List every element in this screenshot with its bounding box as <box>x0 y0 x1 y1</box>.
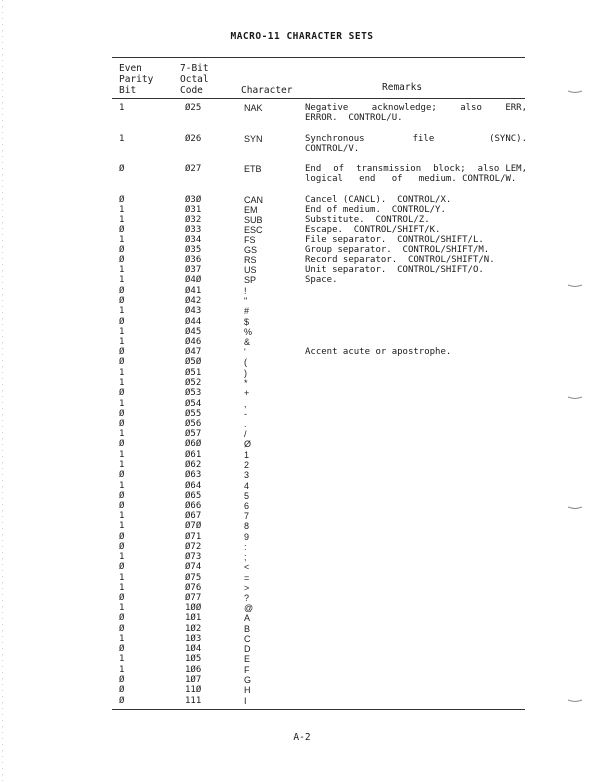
octal-code-cell: 1Ø4 <box>185 644 202 654</box>
parity-bit-cell: 1 <box>119 205 125 215</box>
parity-bit-cell: Ø <box>119 644 125 654</box>
octal-code-cell: Ø36 <box>185 255 202 265</box>
octal-code-cell: Ø52 <box>185 378 202 388</box>
remarks-cell: Group separator. CONTROL/SHIFT/M. <box>305 245 490 255</box>
margin-mark <box>568 90 582 92</box>
parity-bit-cell: Ø <box>119 347 125 357</box>
character-cell: ) <box>244 368 247 378</box>
character-cell: 5 <box>244 491 250 501</box>
character-cell: ESC <box>244 225 263 235</box>
parity-bit-cell: 1 <box>119 337 125 347</box>
parity-bit-cell: Ø <box>119 439 125 449</box>
parity-bit-cell: 1 <box>119 573 125 583</box>
parity-bit-cell: Ø <box>119 470 125 480</box>
parity-bit-cell: 1 <box>119 583 125 593</box>
character-cell: 8 <box>244 521 250 531</box>
remarks-cell: Record separator. CONTROL/SHIFT/N. <box>305 255 495 265</box>
character-cell: 4 <box>244 481 250 491</box>
parity-bit-cell: 1 <box>119 552 125 562</box>
octal-code-cell: Ø72 <box>185 542 202 552</box>
header-text: Bit <box>119 85 137 96</box>
octal-code-cell: Ø71 <box>185 532 202 542</box>
octal-code-cell: Ø26 <box>185 134 202 144</box>
remarks-cell: End of medium. CONTROL/Y. <box>305 205 446 215</box>
parity-bit-cell: 1 <box>119 235 125 245</box>
octal-code-cell: Ø7Ø <box>185 521 202 531</box>
parity-bit-cell: 1 <box>119 103 125 113</box>
octal-code-cell: Ø42 <box>185 296 202 306</box>
octal-code-cell: Ø51 <box>185 368 202 378</box>
character-cell: / <box>244 429 247 439</box>
character-cell: B <box>244 624 251 634</box>
character-cell: > <box>244 583 250 593</box>
remarks-cell: Cancel (CANCL). CONTROL/X. <box>305 195 452 205</box>
parity-bit-cell: Ø <box>119 532 125 542</box>
octal-code-cell: Ø43 <box>185 306 202 316</box>
header-text: Octal <box>180 74 209 85</box>
remarks-cell: Negative acknowledge; also ERR, ERROR. CONTROL/U. <box>305 103 533 123</box>
character-cell: * <box>244 378 248 388</box>
character-cell: # <box>244 306 250 316</box>
character-cell: 1 <box>244 450 250 460</box>
character-cell: SP <box>244 275 257 285</box>
octal-code-cell: Ø6Ø <box>185 439 202 449</box>
octal-code-cell: Ø32 <box>185 215 202 225</box>
character-cell: EM <box>244 205 258 215</box>
octal-code-cell: Ø45 <box>185 327 202 337</box>
character-cell: : <box>244 542 247 552</box>
header-text: Remarks <box>382 82 423 93</box>
margin-mark <box>568 699 582 701</box>
octal-code-cell: 1Ø7 <box>185 675 202 685</box>
octal-code-cell: Ø3Ø <box>185 195 202 205</box>
character-cell: SUB <box>244 215 263 225</box>
parity-bit-cell: 1 <box>119 654 125 664</box>
octal-code-cell: Ø56 <box>185 419 202 429</box>
character-cell: F <box>244 665 250 675</box>
octal-code-cell: Ø5Ø <box>185 357 202 367</box>
character-cell: A <box>244 613 251 623</box>
character-cell: ( <box>244 357 247 367</box>
octal-code-cell: 11Ø <box>185 685 202 695</box>
octal-code-cell: Ø31 <box>185 205 202 215</box>
parity-bit-cell: Ø <box>119 225 125 235</box>
octal-code-cell: 1Ø5 <box>185 654 202 664</box>
page-title: MACRO-11 CHARACTER SETS <box>230 31 374 42</box>
parity-bit-cell: 1 <box>119 481 125 491</box>
octal-code-cell: 1Ø2 <box>185 624 202 634</box>
octal-code-cell: 111 <box>185 696 202 706</box>
parity-bit-cell: 1 <box>119 460 125 470</box>
octal-code-cell: Ø54 <box>185 399 202 409</box>
octal-code-cell: 1Ø3 <box>185 634 202 644</box>
octal-code-cell: Ø63 <box>185 470 202 480</box>
character-cell: 2 <box>244 460 250 470</box>
octal-code-cell: Ø25 <box>185 103 202 113</box>
header-text: Code <box>180 85 203 96</box>
parity-bit-cell: Ø <box>119 696 125 706</box>
character-cell: - <box>244 409 247 419</box>
character-cell: 6 <box>244 501 250 511</box>
character-cell: 3 <box>244 470 250 480</box>
character-cell: % <box>244 327 253 337</box>
octal-code-cell: Ø41 <box>185 286 202 296</box>
octal-code-cell: Ø67 <box>185 511 202 521</box>
character-cell: ! <box>244 286 247 296</box>
parity-bit-cell: 1 <box>119 634 125 644</box>
parity-bit-cell: Ø <box>119 286 125 296</box>
character-cell: H <box>244 685 251 695</box>
remarks-cell: Synchronous file (SYNC). CONTROL/V. <box>305 134 533 154</box>
character-cell: $ <box>244 317 250 327</box>
header-text: Parity <box>119 74 154 85</box>
character-cell: GS <box>244 245 258 255</box>
parity-bit-cell: 1 <box>119 134 125 144</box>
octal-code-cell: Ø73 <box>185 552 202 562</box>
octal-code-cell: Ø77 <box>185 593 202 603</box>
table-bottom-rule <box>112 709 525 710</box>
margin-mark <box>568 506 582 508</box>
margin-mark <box>568 284 582 286</box>
character-cell: . <box>244 419 247 429</box>
octal-code-cell: 1ØØ <box>185 603 202 613</box>
octal-code-cell: Ø57 <box>185 429 202 439</box>
character-cell: = <box>244 573 250 583</box>
octal-code-cell: Ø53 <box>185 388 202 398</box>
octal-code-cell: Ø37 <box>185 265 202 275</box>
character-cell: ETB <box>244 164 262 174</box>
remarks-cell: Space. <box>305 275 338 285</box>
parity-bit-cell: Ø <box>119 685 125 695</box>
character-cell: Ø <box>244 439 252 449</box>
parity-bit-cell: Ø <box>119 388 125 398</box>
octal-code-cell: Ø46 <box>185 337 202 347</box>
parity-bit-cell: Ø <box>119 593 125 603</box>
parity-bit-cell: 1 <box>119 603 125 613</box>
parity-bit-cell: Ø <box>119 542 125 552</box>
page-number: A-2 <box>293 732 311 743</box>
header-text: Even <box>119 63 142 74</box>
remarks-cell: Accent acute or apostrophe. <box>305 347 452 357</box>
header-octal-code <box>180 63 209 96</box>
parity-bit-cell: Ø <box>119 164 125 174</box>
remarks-cell: Substitute. CONTROL/Z. <box>305 215 430 225</box>
parity-bit-cell: 1 <box>119 450 125 460</box>
octal-code-cell: Ø34 <box>185 235 202 245</box>
parity-bit-cell: 1 <box>119 378 125 388</box>
character-cell: D <box>244 644 251 654</box>
parity-bit-cell: Ø <box>119 613 125 623</box>
header-text: Character <box>241 85 293 96</box>
octal-code-cell: 1Ø1 <box>185 613 202 623</box>
character-cell: + <box>244 388 250 398</box>
octal-code-cell: Ø35 <box>185 245 202 255</box>
parity-bit-cell: Ø <box>119 296 125 306</box>
header-even-parity-bit <box>119 63 153 96</box>
character-cell: CAN <box>244 195 264 205</box>
header-top-rule <box>112 57 525 58</box>
parity-bit-cell: Ø <box>119 675 125 685</box>
parity-bit-cell: 1 <box>119 306 125 316</box>
character-cell: ' <box>244 347 246 357</box>
remarks-cell: Unit separator. CONTROL/SHIFT/O. <box>305 265 484 275</box>
character-cell: SYN <box>244 134 263 144</box>
parity-bit-cell: Ø <box>119 501 125 511</box>
parity-bit-cell: 1 <box>119 399 125 409</box>
header-character <box>241 85 292 96</box>
parity-bit-cell: Ø <box>119 255 125 265</box>
octal-code-cell: Ø65 <box>185 491 202 501</box>
octal-code-cell: Ø76 <box>185 583 202 593</box>
remarks-cell: End of transmission block; also LEM, logical end of medium. CONTROL/W. <box>305 164 544 184</box>
parity-bit-cell: Ø <box>119 195 125 205</box>
octal-code-cell: Ø61 <box>185 450 202 460</box>
octal-code-cell: Ø55 <box>185 409 202 419</box>
header-bottom-rule <box>112 98 525 99</box>
parity-bit-cell: 1 <box>119 265 125 275</box>
character-cell: ; <box>244 552 247 562</box>
parity-bit-cell: 1 <box>119 368 125 378</box>
parity-bit-cell: 1 <box>119 521 125 531</box>
octal-code-cell: Ø62 <box>185 460 202 470</box>
character-cell: 7 <box>244 511 250 521</box>
parity-bit-cell: Ø <box>119 409 125 419</box>
octal-code-cell: Ø47 <box>185 347 202 357</box>
character-cell: & <box>244 337 251 347</box>
parity-bit-cell: 1 <box>119 275 125 285</box>
header-remarks <box>382 82 422 93</box>
octal-code-cell: Ø66 <box>185 501 202 511</box>
parity-bit-cell: Ø <box>119 419 125 429</box>
parity-bit-cell: Ø <box>119 357 125 367</box>
parity-bit-cell: 1 <box>119 511 125 521</box>
parity-bit-cell: Ø <box>119 562 125 572</box>
octal-code-cell: Ø44 <box>185 317 202 327</box>
scan-edge-marks <box>2 0 3 783</box>
character-cell: I <box>244 696 247 706</box>
parity-bit-cell: 1 <box>119 665 125 675</box>
octal-code-cell: Ø74 <box>185 562 202 572</box>
parity-bit-cell: 1 <box>119 215 125 225</box>
parity-bit-cell: Ø <box>119 317 125 327</box>
character-cell: NAK <box>244 103 263 113</box>
octal-code-cell: Ø33 <box>185 225 202 235</box>
character-cell: FS <box>244 235 256 245</box>
remarks-cell: File separator. CONTROL/SHIFT/L. <box>305 235 484 245</box>
parity-bit-cell: 1 <box>119 429 125 439</box>
character-cell: , <box>244 399 247 409</box>
parity-bit-cell: Ø <box>119 491 125 501</box>
character-cell: C <box>244 634 251 644</box>
parity-bit-cell: Ø <box>119 624 125 634</box>
character-cell: @ <box>244 603 254 613</box>
character-cell: E <box>244 654 251 664</box>
parity-bit-cell: Ø <box>119 245 125 255</box>
remarks-cell: Escape. CONTROL/SHIFT/K. <box>305 225 441 235</box>
character-cell: G <box>244 675 252 685</box>
octal-code-cell: Ø64 <box>185 481 202 491</box>
octal-code-cell: Ø27 <box>185 164 202 174</box>
character-cell: < <box>244 562 250 572</box>
octal-code-cell: 1Ø6 <box>185 665 202 675</box>
octal-code-cell: Ø4Ø <box>185 275 202 285</box>
character-cell: 9 <box>244 532 250 542</box>
octal-code-cell: Ø75 <box>185 573 202 583</box>
character-cell: " <box>244 296 248 306</box>
margin-mark <box>568 396 582 398</box>
character-cell: ? <box>244 593 250 603</box>
character-cell: US <box>244 265 257 275</box>
header-text: 7-Bit <box>180 63 209 74</box>
parity-bit-cell: 1 <box>119 327 125 337</box>
character-cell: RS <box>244 255 257 265</box>
